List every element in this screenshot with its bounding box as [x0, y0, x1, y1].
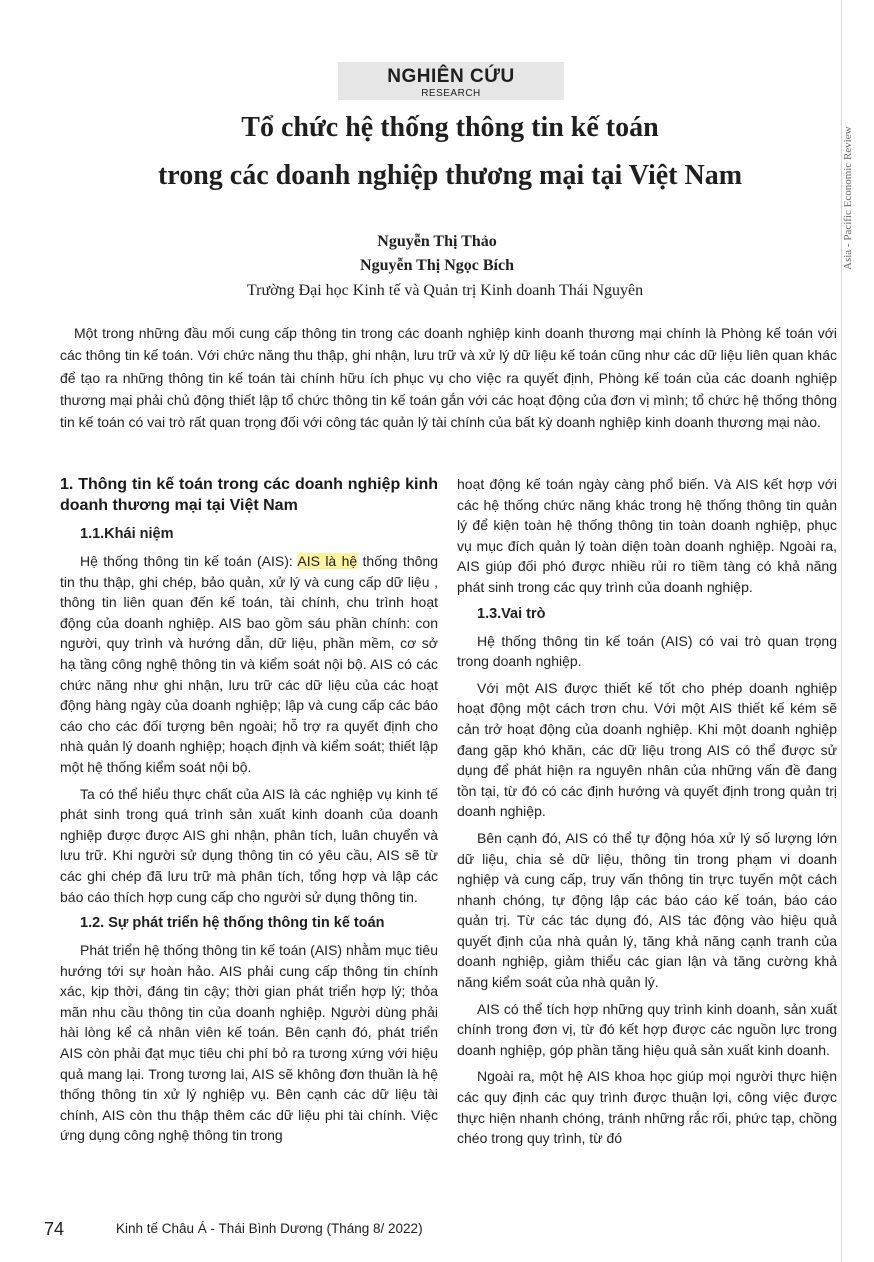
- article-title-line1: Tổ chức hệ thống thông tin kế toán: [241, 112, 659, 143]
- page-number: 74: [44, 1219, 65, 1239]
- paragraph-1-1a: Hệ thống thông tin kế toán (AIS): AIS là hệ thống thông tin thu thập, ghi chép, bảo quản, xử lý và cung cấp dữ liệu , thông tin liên quan đến kế toán, tài chính, chu trình hoạt động của doanh nghiệp. AIS bao gồm sáu phần chính: con người, quy trình và hướng dẫn, dữ liệu, phần mềm, cơ sở hạ tầng công nghệ thông tin và kiểm soát nội bộ. AIS có các chức năng như ghi nhận, lưu trữ các dữ liệu của các hoạt động hàng ngày của doanh nghiệp; lập và cung cấp các báo cáo cho các đối tượng bên ngoài; hỗ trợ ra quyết định cho nhà quản lý doanh nghiệp; hoạch định và kiểm soát; thiết lập một hệ thống kiểm soát nội bộ.: [60, 553, 438, 775]
- paragraph-1-3e: Ngoài ra, một hệ AIS khoa học giúp mọi người thực hiện các quy định các quy trình được thuận lợi, công việc được thực hiện nhanh chóng, tránh những rắc rối, phức tạp, chồng chéo trong quy trình, từ đó: [457, 1068, 837, 1147]
- subheading-1-2: 1.2. Sự phát triển hệ thống thông tin kế toán: [80, 915, 385, 932]
- right-column: [457, 474, 837, 1155]
- paragraph-1-3c: Bên cạnh đó, AIS có thể tự động hóa xử lý số lượng lớn dữ liệu, chia sẻ dữ liệu, thông tin trong phạm vi doanh nghiệp và cung cấp, truy vấn thông tin trực tuyến một cách nhanh chóng, tự động lập các báo cáo kế toán, báo cáo quản trị. Từ các tác dụng đó, AIS tác động vào hiệu quả quyết định của nhà quản lý, tăng khả năng cạnh tranh của doanh nghiệp, giảm thiểu các gian lận và tăng cường khả năng kiểm soát của nhà quản lý.: [457, 829, 837, 991]
- author-1: Nguyễn Thị Thảo: [377, 233, 497, 250]
- journal-side-label: Asia - Pacific Economic Review: [842, 126, 854, 270]
- paragraph-1-2-cont: hoạt động kế toán ngày càng phổ biến. Và AIS kết hợp với các hệ thống chức năng khác trong hệ thống thông tin quản lý để kiện toàn hệ thống thông tin toàn doanh nghiệp, phục vụ mục đích quản lý toàn diện toàn doanh nghiệp. Ngoài ra, AIS giúp đối phó được nhiều rủi ro tiềm tàng có khả năng phát sinh trong các quy trình của doanh nghiệp.: [457, 476, 837, 595]
- article-title-line2: trong các doanh nghiệp thương mại tại Việt Nam: [157, 160, 743, 191]
- section-heading-1: 1. Thông tin kế toán trong các doanh nghiệp kinh doanh thương mại tại Việt Nam: [60, 476, 438, 514]
- section-title: NGHIÊN CỨU: [387, 66, 515, 87]
- paragraph-1-2: Phát triển hệ thống thông tin kế toán (AIS) nhằm mục tiêu hướng tới sự hoàn hảo. AIS phải cung cấp thông tin chính xác, kịp thời, đáng tin cậy; thời gian phát triển hợp lý; thỏa mãn nhu cầu thông tin của doanh nghiệp. Người dùng phải hài lòng kể cả nhân viên kế toán. Bên cạnh đó, phát triển AIS còn phải đạt mục tiêu chi phí bỏ ra tương xứng với hiệu quả mang lại. Trong tương lai, AIS sẽ không đơn thuần là hệ thống thông tin xử lý nghiệp vụ. Bên cạnh các dữ liệu tài chính, AIS còn thu thập thêm các dữ liệu phi tài chính. Việc ứng dụng công nghệ thông tin trong: [60, 942, 438, 1144]
- author-2: Nguyễn Thị Ngọc Bích: [360, 257, 514, 274]
- paragraph-1-3b: Với một AIS được thiết kế tốt cho phép doanh nghiệp hoạt động một cách trơn chu. Với một AIS thiết kế kém sẽ cản trở hoạt động của doanh nghiệp. Khi một doanh nghiệp đang gặp khó khăn, các dữ liệu trong AIS có thể được sử dụng để phát hiện ra nguyên nhân của những vấn đề đang tồn tại, từ đó có các định hướng và quyết định trong quản trị doanh nghiệp.: [457, 679, 837, 820]
- paragraph-1-3d: AIS có thể tích hợp những quy trình kinh doanh, sản xuất chính trong đơn vị, từ đó kết hợp được các nguồn lực trong doanh nghiệp, góp phần tăng hiệu quả sản xuất kinh doanh.: [457, 1000, 837, 1058]
- section-subtitle: RESEARCH: [421, 88, 481, 99]
- subheading-1-3: 1.3.Vai trò: [477, 605, 546, 622]
- affiliation: Trường Đại học Kinh tế và Quản trị Kinh doanh Thái Nguyên: [246, 282, 644, 299]
- abstract: Một trong những đầu mối cung cấp thông tin trong các doanh nghiệp kinh doanh thương mại chính là Phòng kế toán với các thông tin kế toán. Với chức năng thu thập, ghi nhận, lưu trữ và xử lý dữ liệu kế toán cũng như các dữ liệu liên quan khác để tạo ra những thông tin kế toán tài chính hữu ích phục vụ cho việc ra quyết định, Phòng kế toán của các doanh nghiệp thương mại phải chủ động thiết lập tổ chức thông tin kế toán gắn với các hoạt động của đơn vị mình; tổ chức hệ thống thông tin kế toán có vai trò rất quan trọng đối với công tác quản lý tài chính của bất kỳ doanh nghiệp kinh doanh thương mại nào.: [60, 325, 837, 431]
- subheading-1-1: 1.1.Khái niệm: [80, 526, 174, 542]
- left-column: [60, 474, 438, 1152]
- section-header: [338, 62, 564, 100]
- paragraph-1-3a: Hệ thống thông tin kế toán (AIS) có vai trò quan trọng trong doanh nghiệp.: [457, 632, 837, 670]
- footer-journal: Kinh tế Châu Á - Thái Bình Dương (Tháng 8/ 2022): [116, 1221, 423, 1236]
- paragraph-1-1b: Ta có thể hiểu thực chất của AIS là các nghiệp vụ kinh tế phát sinh trong quá trình sản xuất kinh doanh của doanh nghiệp được được AIS ghi nhận, phân tích, luân chuyển và lưu trữ. Khi người sử dụng thông tin có yêu cầu, AIS sẽ từ các ghi chép đã lưu trữ mà phân tích, tổng hợp và lập các báo cáo thích hợp cung cấp cho người sử dụng thông tin.: [60, 785, 438, 905]
- highlighted-text: AIS là hệ: [297, 553, 358, 569]
